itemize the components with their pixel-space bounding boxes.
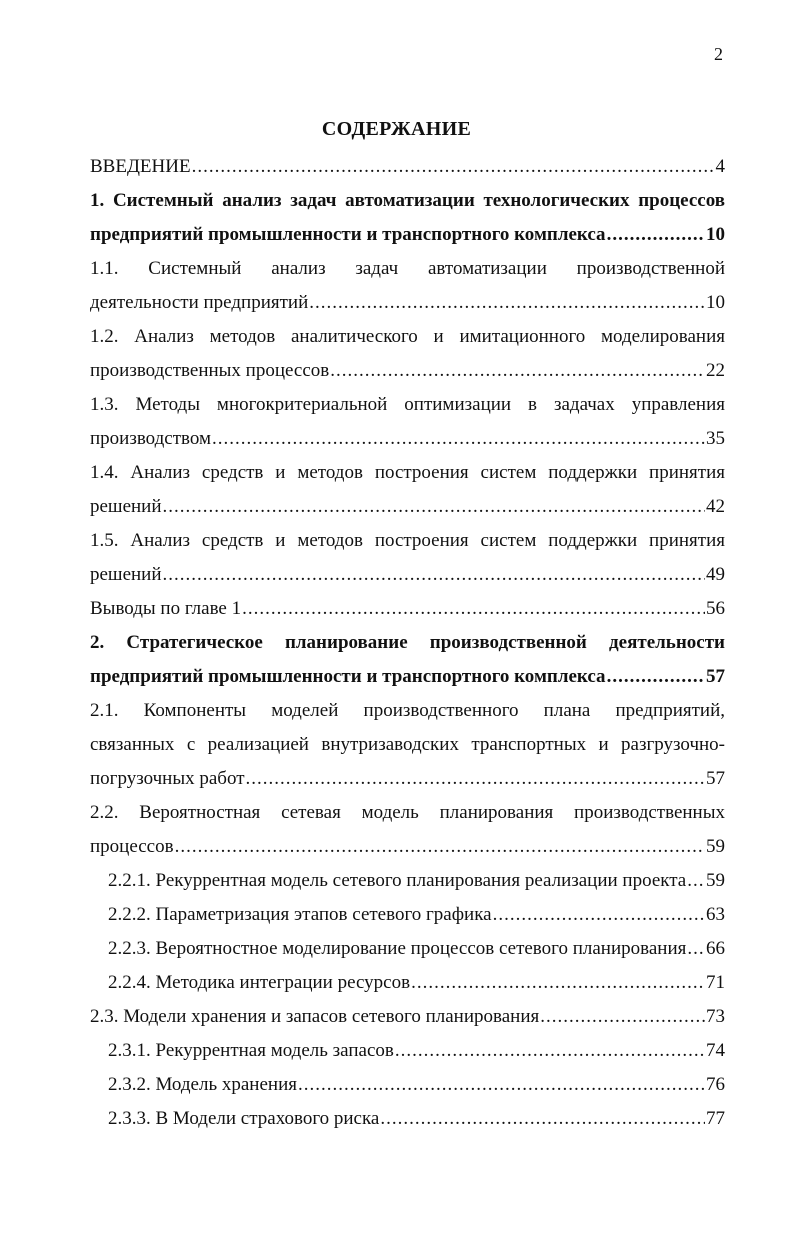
dot-leader [242,592,705,626]
toc-page-number: 57 [706,666,725,687]
toc-entry[interactable] [90,150,725,184]
toc-entry-last-line [90,354,725,388]
toc-entry[interactable] [90,592,725,626]
toc-entry-title: 2.2.4. Методика интеграции ресурсов [108,972,411,993]
toc-entry-title: 2.3. Модели хранения и запасов сетевого планирования [90,1006,540,1027]
toc-page-number: 22 [706,360,725,381]
toc-page-number: 49 [706,564,725,585]
toc-entry-last-line [90,218,725,252]
table-of-contents [90,150,725,1136]
dot-leader [163,558,705,592]
toc-entry-title: ВВЕДЕНИЕ [90,156,191,177]
toc-entry-last-line [90,422,725,456]
toc-entry-title: 2.3.1. Рекуррентная модель запасов [108,1040,394,1061]
toc-entry-title: предприятий промышленности и транспортного комплекса [90,224,606,245]
toc-entry-last-line [90,286,725,320]
toc-page-number: 66 [706,938,725,959]
toc-page-number: 63 [706,904,725,925]
toc-page-number: 35 [706,428,725,449]
dot-leader [212,422,705,456]
toc-page-number: 59 [706,836,725,857]
toc-entry[interactable] [90,1068,725,1102]
toc-entry-last-line [108,932,725,966]
toc-page-number: 4 [715,156,725,177]
toc-entry[interactable] [90,524,725,592]
toc-entry-last-line [108,1102,725,1136]
toc-entry[interactable] [90,456,725,524]
dot-leader [687,932,705,966]
toc-entry-title: погрузочных работ [90,768,245,789]
toc-entry[interactable] [90,388,725,456]
toc-entry-title: решений [90,496,162,517]
dot-leader [395,1034,705,1068]
toc-entry-last-line [108,1068,725,1102]
toc-entry-last-line [90,150,725,184]
toc-page-number: 10 [706,224,725,245]
toc-page-number: 77 [706,1108,725,1129]
toc-page-number: 73 [706,1006,725,1027]
toc-page-number: 74 [706,1040,725,1061]
toc-entry-title: деятельности предприятий [90,292,309,313]
dot-leader [687,864,705,898]
toc-page-number: 56 [706,598,725,619]
dot-leader [298,1068,705,1102]
dot-leader [192,150,715,184]
toc-entry-last-line [108,1034,725,1068]
toc-entry-title: 2.2.3. Вероятностное моделирование процессов сетевого планирования [108,938,687,959]
dot-leader [246,762,705,796]
toc-entry[interactable] [90,796,725,864]
toc-page-number: 59 [706,870,725,891]
toc-page-number: 42 [706,496,725,517]
toc-entry-title: Выводы по главе 1 [90,598,242,619]
toc-entry[interactable] [90,932,725,966]
toc-entry-last-line [108,966,725,1000]
toc-entry-last-line [90,558,725,592]
toc-entry-title: 2.2.1. Рекуррентная модель сетевого планирования реализации проекта [108,870,687,891]
toc-entry[interactable] [90,626,725,694]
toc-entry-last-line [90,762,725,796]
dot-leader [380,1102,705,1136]
toc-page-number: 10 [706,292,725,313]
toc-entry-title: решений [90,564,162,585]
dot-leader [411,966,705,1000]
toc-entry[interactable] [90,966,725,1000]
toc-entry[interactable] [90,184,725,252]
dot-leader [607,218,705,252]
toc-entry-last-line [90,490,725,524]
dot-leader [330,354,705,388]
toc-entry-title: производственных процессов [90,360,330,381]
toc-entry[interactable] [90,1102,725,1136]
toc-entry[interactable] [90,694,725,796]
toc-entry[interactable] [90,1000,725,1034]
page-number: 2 [714,44,723,64]
toc-entry-title: 2.3.3. В Модели страхового риска [108,1108,380,1129]
toc-entry-last-line [90,592,725,626]
toc-entry-last-line [108,864,725,898]
toc-entry[interactable] [90,252,725,320]
toc-entry-title: процессов [90,836,174,857]
toc-entry-last-line [90,1000,725,1034]
dot-leader [309,286,705,320]
toc-page-number: 76 [706,1074,725,1095]
dot-leader [175,830,705,864]
toc-entry-text-line: 1.5. Анализ средств и методов построения систем поддержки принятия [90,530,725,551]
toc-page-number: 57 [706,768,725,789]
toc-page-number: 71 [706,972,725,993]
toc-entry-text-line: 1.3. Методы многокритериальной оптимизации в задачах управления [90,394,725,415]
toc-entry-title: производством [90,428,212,449]
dot-leader [493,898,705,932]
dot-leader [540,1000,705,1034]
toc-entry-text-line: 1.2. Анализ методов аналитического и имитационного моделирования [90,326,725,347]
toc-entry-last-line [108,898,725,932]
toc-entry[interactable] [90,320,725,388]
toc-entry-text-line: 1. Системный анализ задач автоматизации технологических процессов [90,190,725,211]
toc-entry-text-line: связанных с реализацией внутризаводских транспортных и разгрузочно- [90,734,725,755]
toc-entry-last-line [90,660,725,694]
toc-entry-last-line [90,830,725,864]
dot-leader [607,660,705,694]
toc-entry-title: 2.2.2. Параметризация этапов сетевого графика [108,904,492,925]
toc-entry-text-line: 2. Стратегическое планирование производственной деятельности [90,632,725,653]
toc-entry[interactable] [90,898,725,932]
toc-entry[interactable] [90,864,725,898]
toc-entry-text-line: 1.4. Анализ средств и методов построения систем поддержки принятия [90,462,725,483]
page-title: СОДЕРЖАНИЕ [321,118,472,140]
toc-entry-text-line: 2.1. Компоненты моделей производственного плана предприятий, [90,700,725,721]
dot-leader [163,490,705,524]
toc-entry[interactable] [90,1034,725,1068]
toc-entry-text-line: 1.1. Системный анализ задач автоматизации производственной [90,258,725,279]
toc-entry-title: предприятий промышленности и транспортного комплекса [90,666,606,687]
toc-entry-title: 2.3.2. Модель хранения [108,1074,297,1095]
toc-entry-text-line: 2.2. Вероятностная сетевая модель планирования производственных [90,802,725,823]
